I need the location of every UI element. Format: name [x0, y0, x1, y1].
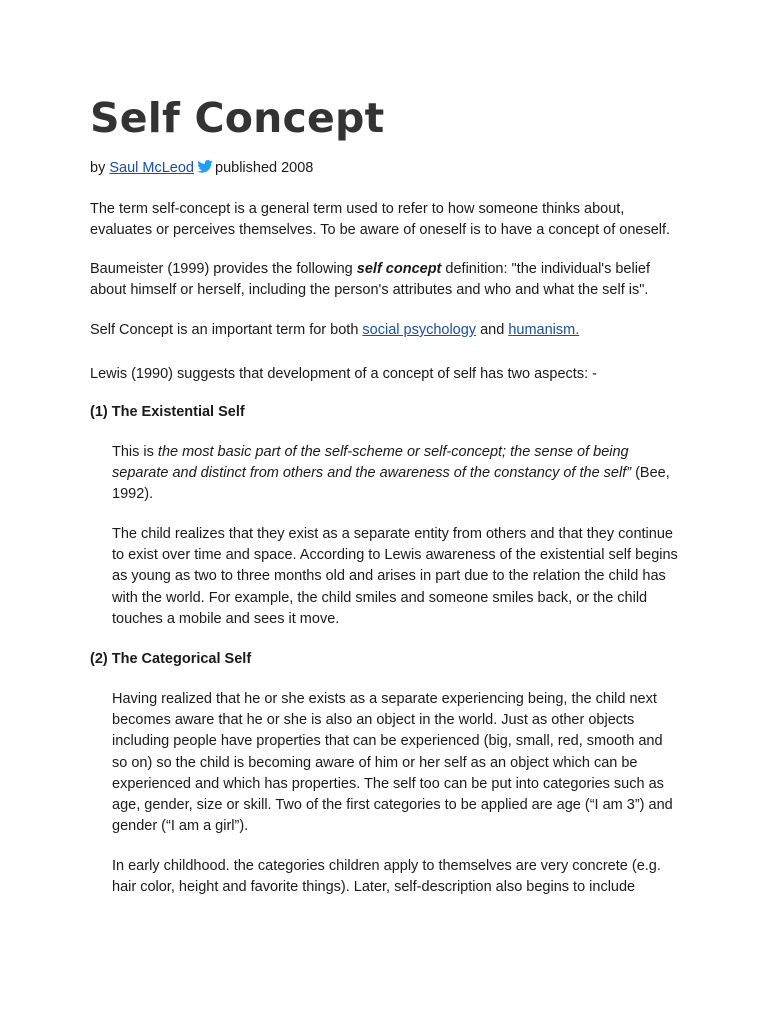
definition-text-after: definition: "the individual's belief about himself or herself, including the person's attributes and who and what the self is".: [90, 261, 651, 299]
definition-emphasis: self concept: [356, 261, 442, 277]
existential-definition-paragraph: [112, 442, 678, 506]
importance-text-mid: and: [476, 322, 509, 338]
intro-paragraph: The term self-concept is a general term used to refer to how someone thinks about, evaluates or perceives themselves. To be aware of oneself is to have a concept of oneself.: [90, 201, 671, 239]
existential-quote: the most basic part of the self-scheme or self-concept; the sense of being separate and distinct from others and the awareness of the constancy of the self”: [112, 444, 632, 482]
existential-citation: (Bee, 1992).: [112, 465, 670, 503]
page-title: Self Concept: [90, 94, 385, 142]
existential-self-heading: (1) The Existential Self: [90, 404, 245, 420]
published-date: published 2008: [215, 160, 314, 176]
author-link[interactable]: Saul McLeod: [109, 160, 194, 176]
categorical-self-heading: (2) The Categorical Self: [90, 651, 252, 667]
definition-paragraph: [90, 259, 680, 301]
existential-explanation-paragraph: The child realizes that they exist as a separate entity from others and that they continue to exist over time and space. According to Lewis awareness of the existential self begins as young as two to three months old and arises in part due to the relation the child has with the world. For example, the child smiles and someone smiles back, or the child touches a mobile and sees it move.: [112, 526, 678, 627]
lewis-paragraph: Lewis (1990) suggests that development of a concept of self has two aspects: -: [90, 366, 597, 382]
byline: [90, 160, 313, 177]
importance-paragraph: [90, 320, 680, 341]
definition-text-before: Baumeister (1999) provides the following: [90, 261, 357, 277]
humanism-link[interactable]: humanism.: [508, 322, 580, 338]
early-childhood-paragraph: In early childhood. the categories children apply to themselves are very concrete (e.g. hair color, height and favorite things). Later, self-description also begins to include: [112, 858, 661, 896]
categorical-explanation-paragraph: Having realized that he or she exists as a separate experiencing being, the child next becomes aware that he or she is also an object in the world. Just as other objects including people have properties that can be experienced (big, small, red, smooth and so on) so the child is becoming aware of him or her self as an object which can be experienced and which has properties. The self too can be put into categories such as age, gender, size or skill. Two of the first categories to be applied are age (“I am 3”) and gender (“I am a girl”).: [112, 691, 673, 835]
existential-text-before: This is: [112, 444, 158, 460]
social-psychology-link[interactable]: social psychology: [362, 322, 477, 338]
twitter-icon[interactable]: [197, 160, 213, 177]
byline-prefix: by: [90, 160, 106, 176]
importance-text-before: Self Concept is an important term for both: [90, 322, 363, 338]
